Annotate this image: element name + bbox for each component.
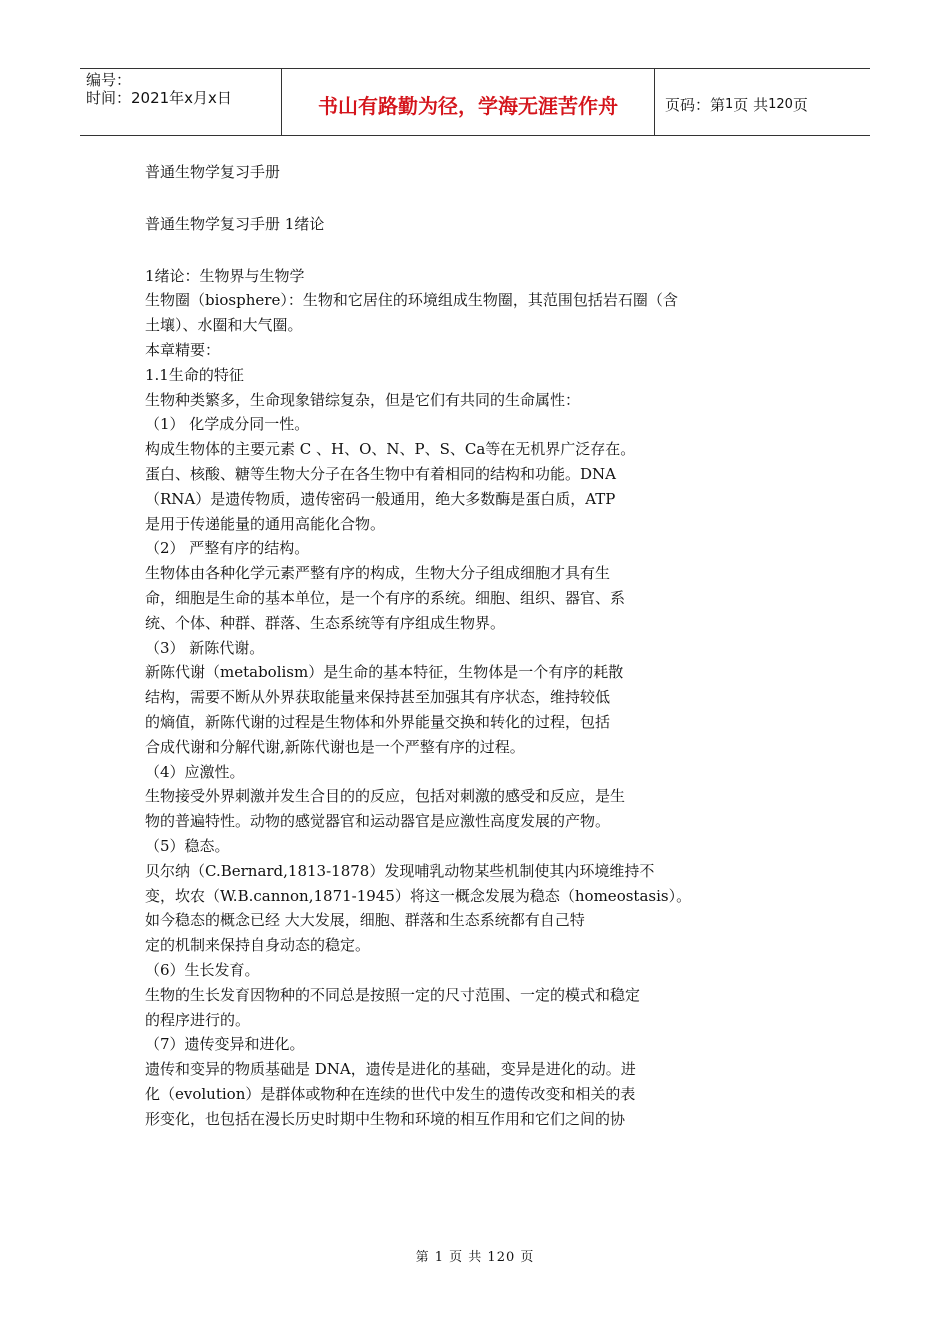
text-line: 构成生物体的主要元素 C 、H、O、N、P、S、Ca等在无机界广泛存在。 — [145, 440, 636, 459]
time-label: 时间：2021年x月x日 — [86, 89, 232, 107]
text-line: （6）生长发育。 — [145, 960, 260, 979]
text-line: 化（evolution）是群体或物种在连续的世代中发生的遗传改变和相关的表 — [145, 1084, 636, 1103]
page-header — [80, 68, 870, 136]
number-label: 编号： — [86, 71, 132, 89]
document-title: 普通生物学复习手册 — [145, 163, 281, 181]
page-prefix: 页码：第 — [665, 95, 726, 114]
page-footer: 第 1 页 共 120 页 — [415, 1250, 535, 1265]
text-line: 生物种类繁多，生命现象错综复杂，但是它们有共同的生命属性： — [145, 390, 581, 409]
text-line: 定的机制来保持自身动态的稳定。 — [145, 936, 371, 955]
header-meta — [80, 69, 282, 135]
text-line: 的程序进行的。 — [145, 1010, 251, 1029]
text-line: 生物圈（biosphere）：生物和它居住的环境组成生物圈，其范围包括岩石圈（含 — [145, 291, 678, 310]
text-line: 是用于传递能量的通用高能化合物。 — [145, 514, 386, 533]
header-page-info — [655, 69, 870, 135]
text-line: 如今稳态的概念已经 大大发展，细胞、群落和生态系统都有自己特 — [145, 911, 585, 930]
text-line: 土壤）、水圈和大气圈。 — [145, 316, 303, 335]
text-line: 1.1生命的特征 — [145, 365, 244, 384]
text-line: 合成代谢和分解代谢,新陈代谢也是一个严整有序的过程。 — [145, 737, 525, 756]
text-line: 的熵值，新陈代谢的过程是生物体和外界能量交换和转化的过程，包括 — [145, 712, 611, 731]
text-line: 生物的生长发育因物种的不同总是按照一定的尺寸范围、一定的模式和稳定 — [145, 985, 641, 1004]
text-line: 贝尔纳（C.Bernard,1813-1878）发现哺乳动物某些机制使其内环境维持不 — [145, 861, 655, 880]
header-motto: 书山有路勤为径，学海无涯苦作舟 — [282, 69, 655, 135]
text-line: 物的普遍特性。动物的感觉器官和运动器官是应激性高度发展的产物。 — [145, 812, 611, 831]
text-line: 生物体由各种化学元素严整有序的构成，生物大分子组成细胞才具有生 — [145, 564, 611, 583]
text-line: （4）应激性。 — [145, 762, 245, 781]
text-line: 1绪论：生物界与生物学 — [145, 266, 305, 285]
text-line: （RNA）是遗传物质，遗传密码一般通用，绝大多数酶是蛋白质，ATP — [145, 489, 616, 508]
page-number: 1 — [725, 96, 734, 112]
text-line: 蛋白、核酸、糖等生物大分子在各生物中有着相同的结构和功能。DNA — [145, 464, 616, 483]
text-line: （7）遗传变异和进化。 — [145, 1035, 305, 1054]
text-line: （5）稳态。 — [145, 836, 230, 855]
text-line: （2） 严整有序的结构。 — [145, 539, 310, 558]
text-line: （1） 化学成分同一性。 — [145, 415, 310, 434]
text-line: 新陈代谢（metabolism）是生命的基本特征，生物体是一个有序的耗散 — [145, 663, 624, 682]
text-line: 变，坎农（W.B.cannon,1871-1945）将这一概念发展为稳态（homeostasis）。 — [145, 886, 692, 905]
text-line: 遗传和变异的物质基础是 DNA，遗传是进化的基础，变异是进化的动。进 — [145, 1060, 636, 1079]
text-line: 统、个体、种群、群落、生态系统等有序组成生物界。 — [145, 613, 506, 632]
text-line: （3） 新陈代谢。 — [145, 638, 265, 657]
text-line: 本章精要： — [145, 340, 221, 359]
text-line: 命，细胞是生命的基本单位，是一个有序的系统。细胞、组织、器官、系 — [145, 588, 626, 607]
text-line: 结构，需要不断从外界获取能量来保持甚至加强其有序状态，维持较低 — [145, 688, 611, 707]
text-line: 生物接受外界刺激并发生合目的的反应，包括对刺激的感受和反应，是生 — [145, 787, 626, 806]
document-body — [145, 160, 725, 1131]
page-suffix: 页 — [792, 95, 808, 114]
text-line: 形变化，也包括在漫长历史时期中生物和环境的相互作用和它们之间的协 — [145, 1109, 626, 1128]
page-total: 120 — [768, 96, 793, 112]
page-mid: 页 共 — [733, 95, 769, 114]
document-subtitle: 普通生物学复习手册 1绪论 — [145, 214, 325, 233]
body-text — [145, 264, 725, 1132]
